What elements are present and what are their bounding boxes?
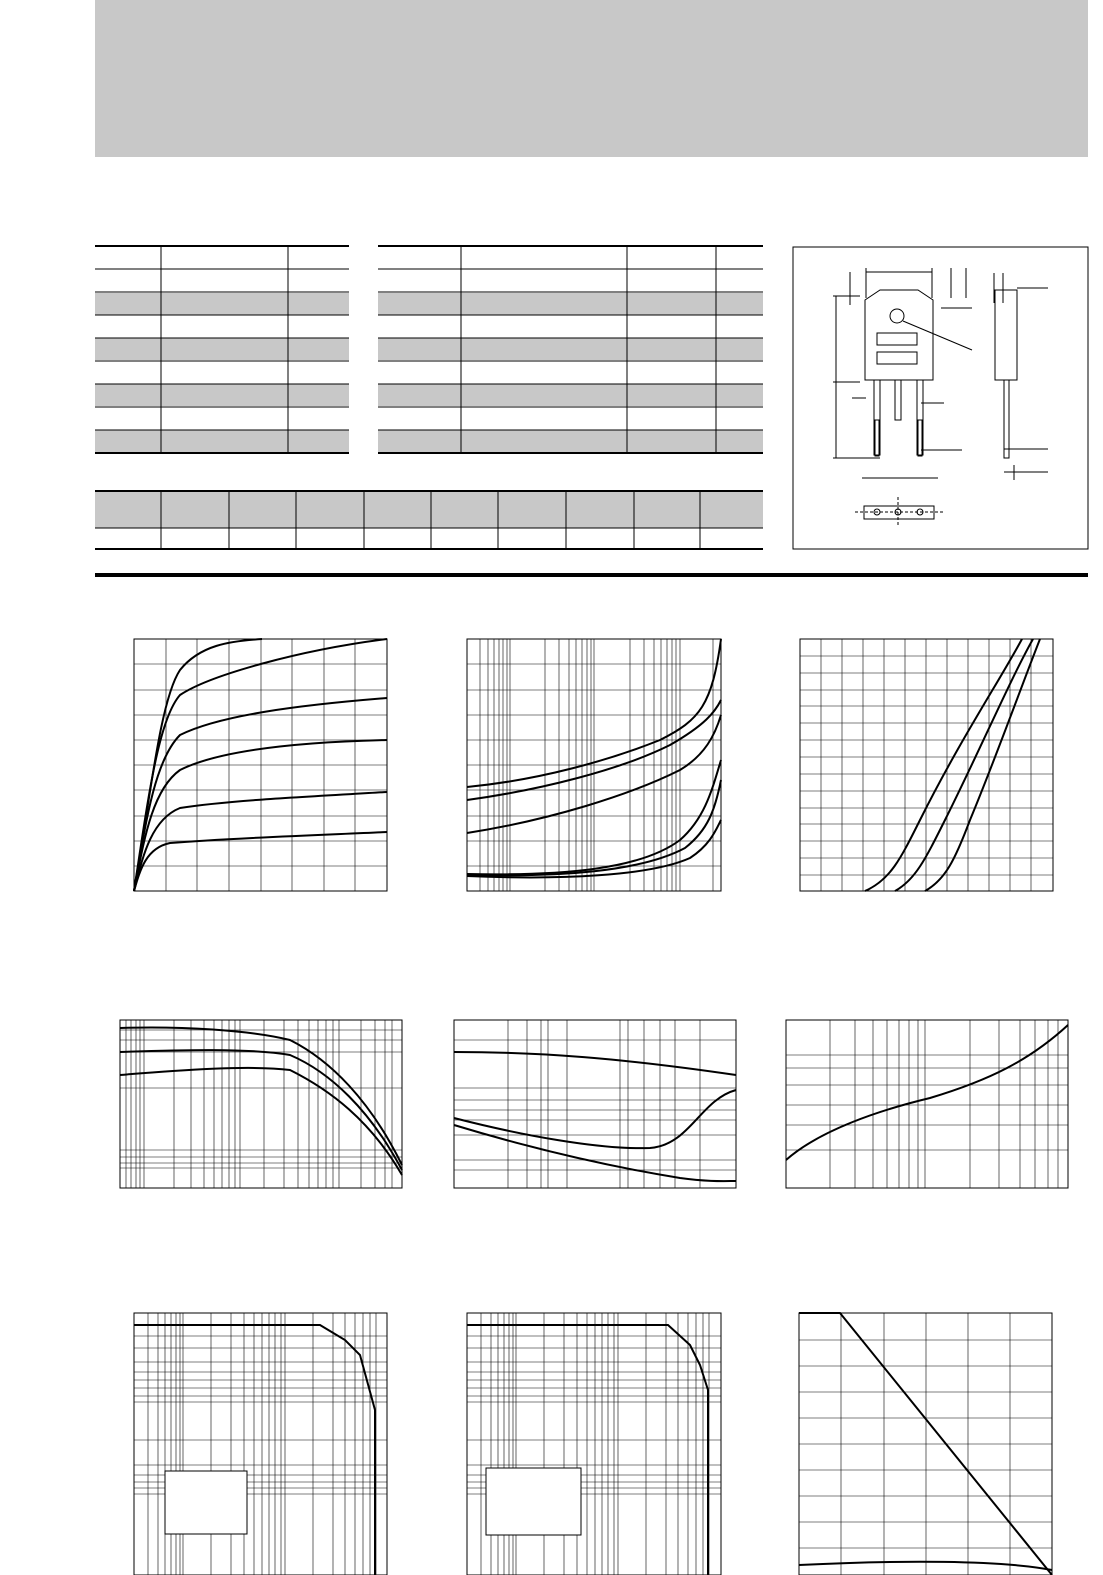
graph-log-single — [786, 1020, 1068, 1188]
graph-log-1 — [467, 639, 721, 891]
graph-safe-area-1 — [134, 1313, 387, 1575]
graph-log-falloff — [120, 1020, 402, 1188]
package-outline-drawing — [793, 247, 1088, 549]
electrical-table — [378, 246, 763, 453]
tables-region — [0, 0, 1103, 600]
section-divider — [95, 573, 1088, 577]
graph-safe-area-2 — [467, 1313, 721, 1575]
hfe-rank-table — [95, 491, 763, 549]
graph-derating — [799, 1313, 1052, 1575]
graphs-region — [0, 600, 1103, 1575]
graph-linear-rising — [800, 639, 1053, 891]
graph-log-dip — [454, 1020, 736, 1188]
graph-ic-vce — [134, 639, 387, 891]
ratings-table — [95, 246, 349, 453]
